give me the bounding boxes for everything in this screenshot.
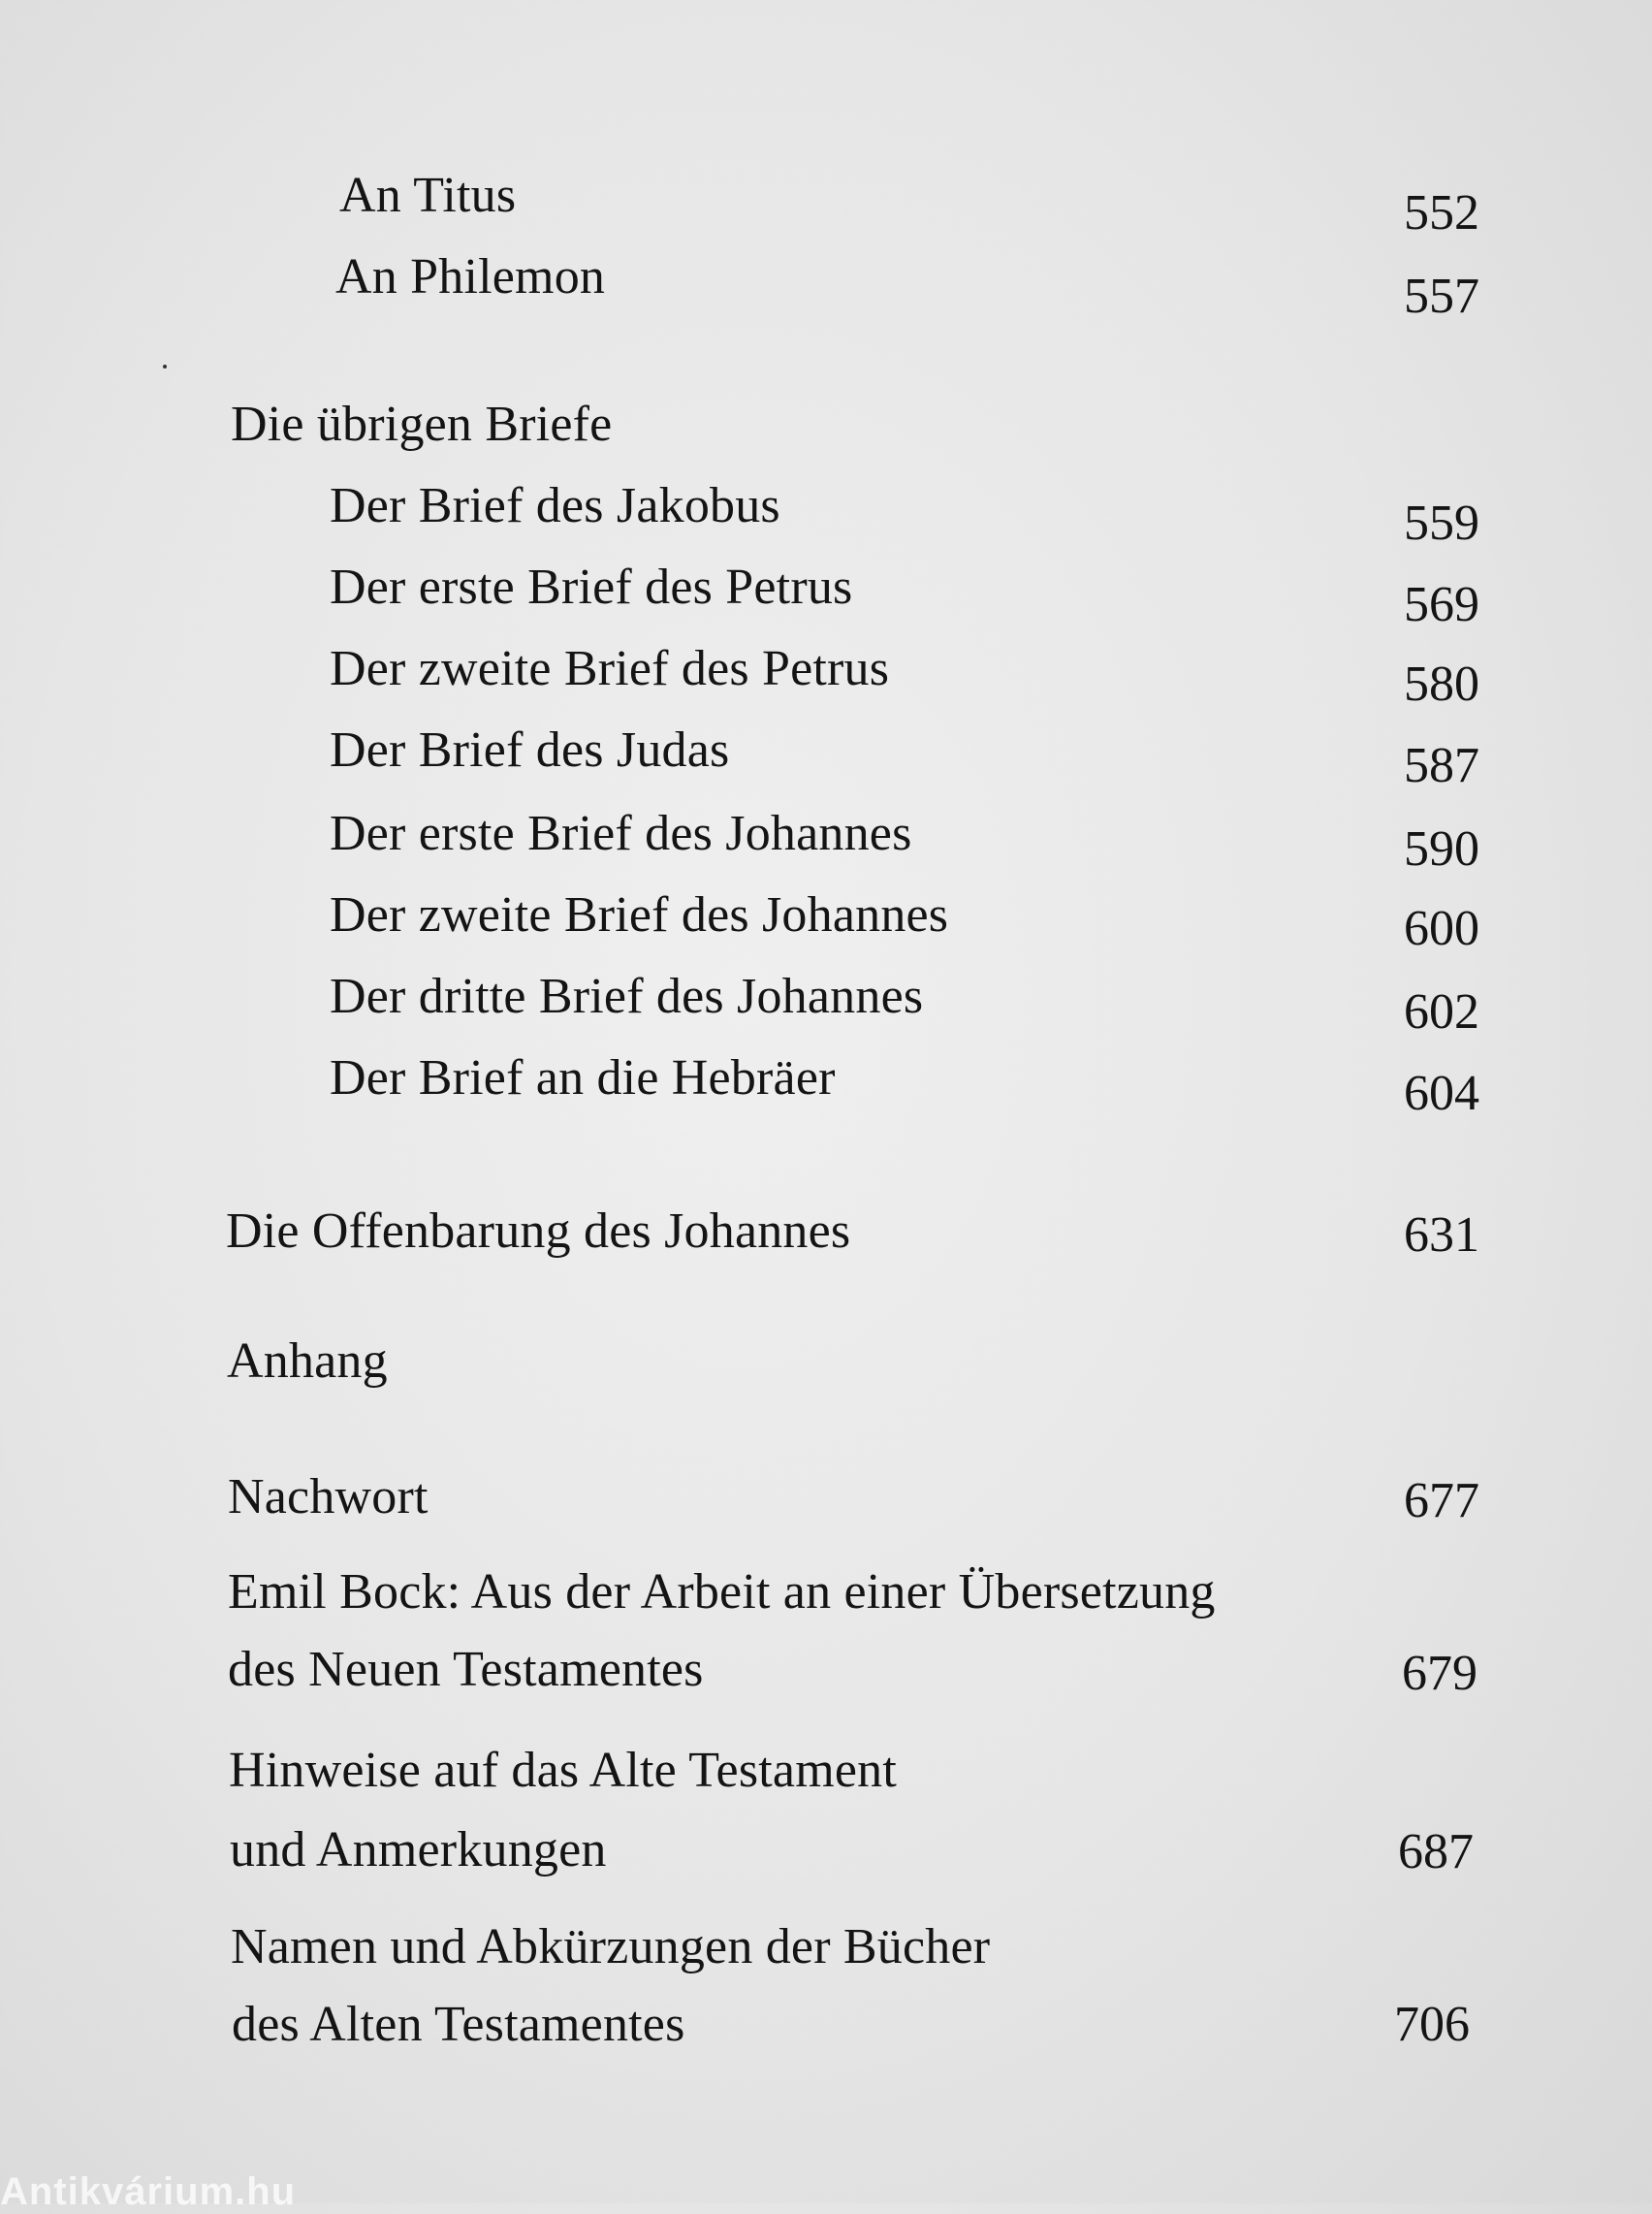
entry-page: 557 — [1404, 269, 1479, 324]
toc-entry-johannes-2 — [0, 886, 1652, 964]
entry-title-line1: Hinweise auf das Alte Testament — [229, 1743, 897, 1798]
toc-entry-petrus-1 — [0, 559, 1652, 636]
entry-title: Der dritte Brief des Johannes — [330, 969, 924, 1024]
watermark: Antikvárium.hu — [0, 2170, 297, 2213]
toc-entry-petrus-2 — [0, 640, 1652, 718]
section-heading: Anhang — [227, 1333, 388, 1389]
entry-page: 602 — [1404, 984, 1479, 1040]
entry-page: 604 — [1404, 1066, 1479, 1121]
toc-entry-judas — [0, 722, 1652, 799]
entry-title: Der Brief des Jakobus — [330, 478, 780, 533]
entry-title: Der Brief an die Hebräer — [330, 1050, 836, 1106]
toc-entry-hebraeer — [0, 1049, 1652, 1127]
entry-page: 569 — [1404, 577, 1479, 632]
entry-title-line1: Namen und Abkürzungen der Bücher — [231, 1919, 991, 1974]
entry-title-line1: Emil Bock: Aus der Arbeit an einer Übersetzung — [228, 1564, 1216, 1620]
entry-page: 631 — [1404, 1207, 1479, 1263]
entry-page: 590 — [1404, 821, 1479, 877]
entry-title: Der erste Brief des Johannes — [330, 806, 912, 861]
entry-title: An Titus — [339, 168, 517, 223]
entry-title-line2: des Alten Testamentes — [232, 1997, 685, 2052]
toc-entry-offenbarung — [0, 1203, 1652, 1280]
toc-entry-nachwort — [0, 1468, 1652, 1546]
toc-entry-johannes-1 — [0, 805, 1652, 882]
toc-entry-namen — [0, 1918, 1652, 2073]
entry-page: 687 — [1398, 1824, 1474, 1879]
entry-page: 600 — [1404, 901, 1479, 956]
entry-page: 559 — [1404, 496, 1479, 551]
toc-entry-jakobus — [0, 477, 1652, 555]
section-heading: Die übrigen Briefe — [231, 397, 613, 452]
toc-entry-an-titus — [0, 167, 1652, 244]
speck — [163, 365, 167, 369]
entry-page: 679 — [1402, 1646, 1477, 1701]
entry-title: Nachwort — [228, 1469, 429, 1524]
entry-page: 706 — [1394, 1997, 1470, 2052]
entry-title-line2: und Anmerkungen — [230, 1822, 607, 1877]
entry-title: Der zweite Brief des Johannes — [330, 887, 949, 943]
entry-title: Der Brief des Judas — [330, 722, 730, 778]
entry-page: 552 — [1404, 185, 1479, 241]
entry-title: An Philemon — [335, 249, 606, 305]
entry-page: 587 — [1404, 738, 1479, 793]
toc-entry-emil-bock — [0, 1563, 1652, 1718]
toc-section-uebrige-briefe — [0, 396, 1652, 473]
entry-title: Die Offenbarung des Johannes — [226, 1203, 851, 1259]
entry-page: 580 — [1404, 657, 1479, 712]
entry-page: 677 — [1404, 1473, 1479, 1528]
toc-entry-an-philemon — [0, 248, 1652, 326]
entry-title: Der zweite Brief des Petrus — [330, 641, 890, 696]
entry-title-line2: des Neuen Testamentes — [228, 1642, 704, 1697]
toc-entry-hinweise — [0, 1742, 1652, 1897]
toc-section-anhang — [0, 1332, 1652, 1410]
toc-entry-johannes-3 — [0, 968, 1652, 1045]
entry-title: Der erste Brief des Petrus — [330, 560, 853, 615]
